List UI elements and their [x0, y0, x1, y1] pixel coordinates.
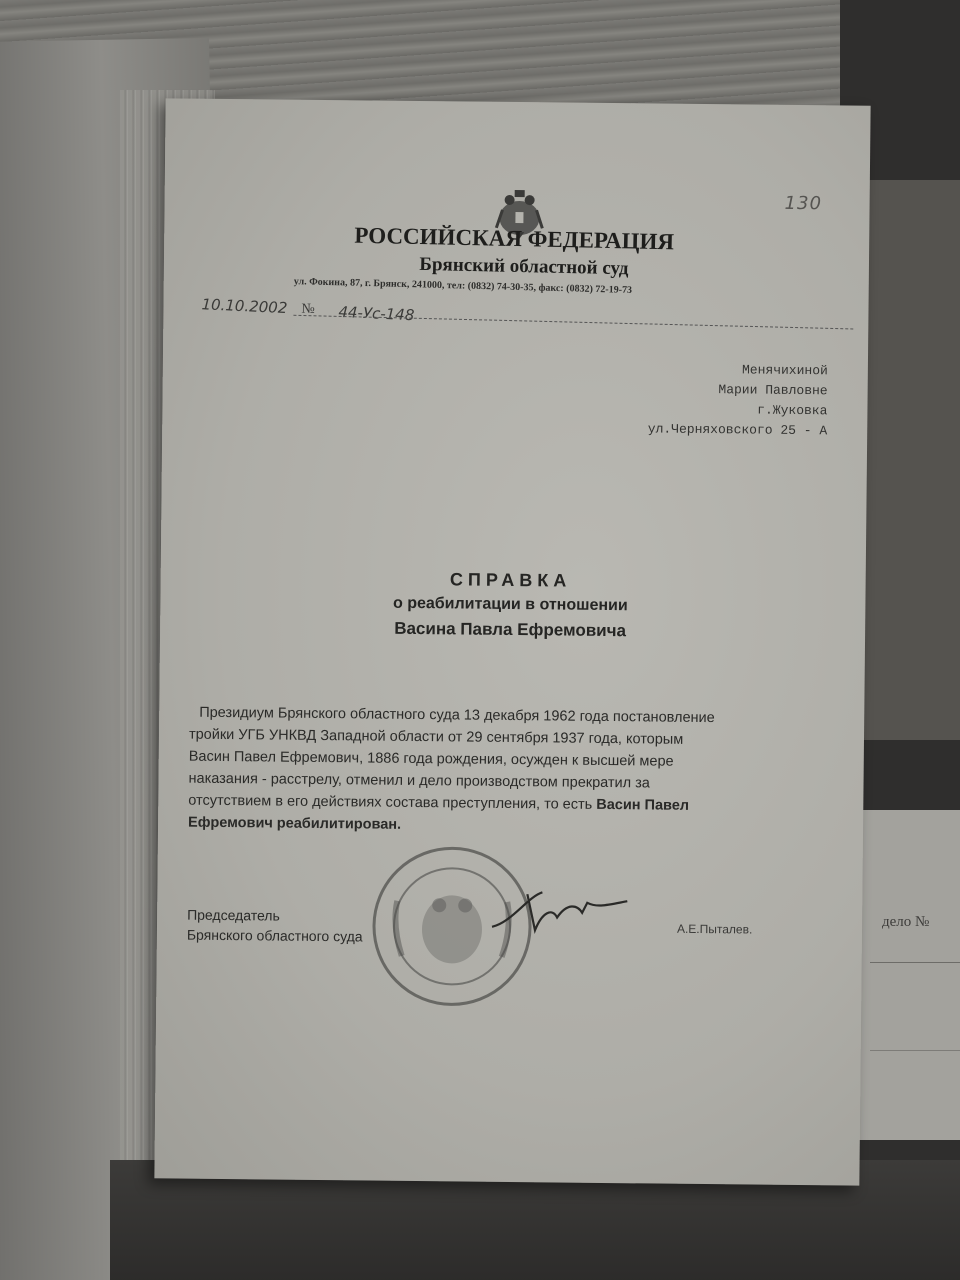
body-line-1: Президиум Брянского областного суда 13 декабря 1962 года постановление	[199, 704, 715, 727]
signatory-position: Председатель	[187, 906, 280, 924]
body-line-5-text: отсутствием в его действиях состава преступления, то есть	[188, 792, 597, 813]
recipient-street: ул.Черняховского 25 - А	[647, 421, 828, 439]
body-line-5-bold: Васин Павел	[596, 796, 690, 814]
signatory-name: А.Е.Пыталев.	[676, 921, 753, 937]
recipient-name: Марии Павловне	[718, 382, 828, 399]
handwritten-signature	[487, 882, 638, 944]
rehabilitated-person-name: Васина Павла Ефремовича	[394, 618, 627, 641]
document-title: СПРАВКА	[449, 569, 572, 591]
body-line-3: Васин Павел Ефремович, 1886 года рождения, осужден к высшей мере	[188, 748, 674, 770]
folder-card-rule	[870, 962, 960, 963]
body-line-2: тройки УГБ УНКВД Западной области от 29 сентября 1937 года, которым	[188, 726, 684, 748]
number-label: №	[301, 301, 315, 317]
page-number: 130	[784, 192, 823, 215]
recipient-city: г.Жуковка	[757, 402, 828, 419]
signatory-court: Брянского областного суда	[186, 926, 363, 945]
document-subtitle: о реабилитации в отношении	[392, 594, 628, 615]
recipient-surname: Менячихиной	[741, 362, 828, 379]
handwritten-date: 10.10.2002	[201, 295, 288, 318]
certificate-sheet	[154, 98, 870, 1185]
court-heading: Брянский областной суд	[419, 253, 629, 280]
folder-card-label: дело №	[882, 914, 930, 930]
court-address: ул. Фокина, 87, г. Брянск, 241000, тел: (0832) 74-30-35, факс: (0832) 72-19-73	[293, 276, 633, 296]
handwritten-reference-number: 44-Ус-148	[338, 302, 415, 325]
country-heading: РОССИЙСКАЯ ФЕДЕРАЦИЯ	[354, 222, 675, 255]
body-line-4: наказания - расстрелу, отменил и дело производством прекратил за	[188, 770, 650, 792]
body-line-5	[188, 793, 818, 816]
body-line-6: Ефремович реабилитирован.	[188, 814, 402, 833]
folder-card-rule-lower	[870, 1050, 960, 1051]
